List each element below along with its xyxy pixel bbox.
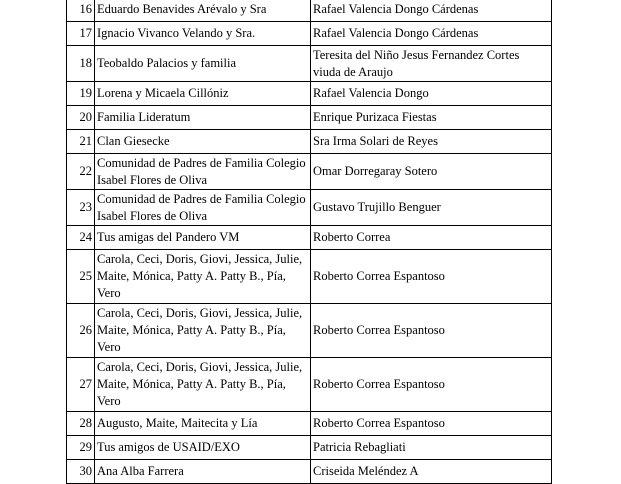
row-number: 21 — [67, 130, 95, 154]
table-row — [67, 106, 552, 130]
row-number: 26 — [67, 304, 95, 358]
sender-name: Roberto Correa Espantoso — [311, 250, 552, 304]
recipient-name: Carola, Ceci, Doris, Giovi, Jessica, Julie, Maite, Mónica, Patty A. Patty B., Pía, Vero — [95, 358, 311, 412]
row-number: 19 — [67, 82, 95, 106]
recipient-name: Comunidad de Padres de Familia Colegio Isabel Flores de Oliva — [95, 190, 311, 226]
recipient-name: Carola, Ceci, Doris, Giovi, Jessica, Julie, Maite, Mónica, Patty A. Patty B., Pía, Vero — [95, 250, 311, 304]
sender-name: Rafael Valencia Dongo Cárdenas — [311, 0, 552, 22]
row-number: 18 — [67, 46, 95, 82]
recipient-name: Ignacio Vivanco Velando y Sra. — [95, 22, 311, 46]
sender-name: Gustavo Trujillo Benguer — [311, 190, 552, 226]
sender-name: Patricia Rebagliati — [311, 436, 552, 460]
table-row — [67, 82, 552, 106]
row-number: 17 — [67, 22, 95, 46]
table-row — [67, 460, 552, 484]
recipient-name: Eduardo Benavides Arévalo y Sra — [95, 0, 311, 22]
sender-name: Roberto Correa Espantoso — [311, 412, 552, 436]
sender-name: Sra Irma Solari de Reyes — [311, 130, 552, 154]
row-number: 24 — [67, 226, 95, 250]
sender-name: Roberto Correa Espantoso — [311, 358, 552, 412]
table-row — [67, 154, 552, 190]
sender-name: Rafael Valencia Dongo Cárdenas — [311, 22, 552, 46]
recipient-name: Lorena y Micaela Cillóniz — [95, 82, 311, 106]
condolence-table — [66, 0, 552, 484]
table-row — [67, 226, 552, 250]
row-number: 30 — [67, 460, 95, 484]
table-row — [67, 190, 552, 226]
table-row — [67, 250, 552, 304]
sender-name: Roberto Correa — [311, 226, 552, 250]
row-number: 22 — [67, 154, 95, 190]
sender-name: Roberto Correa Espantoso — [311, 304, 552, 358]
table-row — [67, 358, 552, 412]
table-row — [67, 436, 552, 460]
sender-name: Enrique Purizaca Fiestas — [311, 106, 552, 130]
recipient-name: Comunidad de Padres de Familia Colegio Isabel Flores de Oliva — [95, 154, 311, 190]
table-row — [67, 0, 552, 22]
recipient-name: Tus amigas del Pandero VM — [95, 226, 311, 250]
table-row — [67, 412, 552, 436]
row-number: 25 — [67, 250, 95, 304]
sender-name: Omar Dorregaray Sotero — [311, 154, 552, 190]
sender-name: Criseida Meléndez A — [311, 460, 552, 484]
row-number: 27 — [67, 358, 95, 412]
row-number: 28 — [67, 412, 95, 436]
recipient-name: Tus amigos de USAID/EXO — [95, 436, 311, 460]
table-row — [67, 22, 552, 46]
recipient-name: Teobaldo Palacios y familia — [95, 46, 311, 82]
recipient-name: Ana Alba Farrera — [95, 460, 311, 484]
recipient-name: Clan Giesecke — [95, 130, 311, 154]
row-number: 23 — [67, 190, 95, 226]
recipient-name: Augusto, Maite, Maitecita y Lía — [95, 412, 311, 436]
sender-name: Teresita del Niño Jesus Fernandez Cortes viuda de Araujo — [311, 46, 552, 82]
table-row — [67, 304, 552, 358]
table-row — [67, 130, 552, 154]
row-number: 29 — [67, 436, 95, 460]
row-number: 20 — [67, 106, 95, 130]
recipient-name: Familia Lideratum — [95, 106, 311, 130]
row-number: 16 — [67, 0, 95, 22]
sender-name: Rafael Valencia Dongo — [311, 82, 552, 106]
recipient-name: Carola, Ceci, Doris, Giovi, Jessica, Julie, Maite, Mónica, Patty A. Patty B., Pía, Vero — [95, 304, 311, 358]
table-row — [67, 46, 552, 82]
